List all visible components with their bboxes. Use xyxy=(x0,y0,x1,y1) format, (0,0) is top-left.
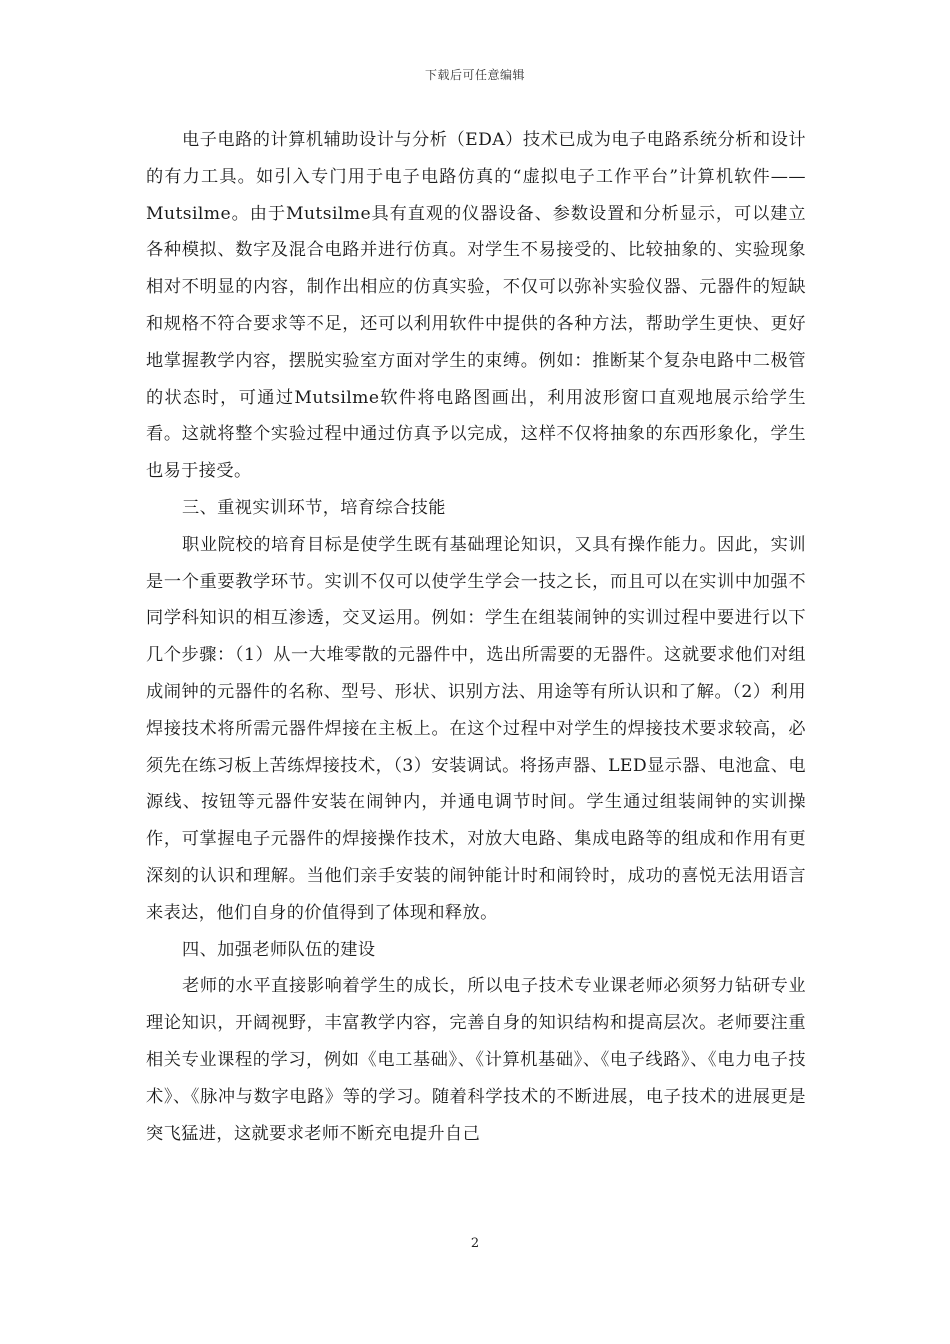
page-header: 下载后可任意编辑 xyxy=(424,68,525,82)
page-number: 2 xyxy=(470,1236,480,1251)
body-paragraph: 老师的水平直接影响着学生的成长，所以电子技术专业课老师必须努力钻研专业理论知识，开阔视野，丰富教学内容，完善自身的知识结构和提高层次。老师要注重相关专业课程的学习，例如《电工基础》、《计算机基础》、《电子线路》、《电力电子技术》、《脉冲与数字电路》等的学习。随着科学技术的不断进展，电子技术的进展更是突飞猛进，这就要求老师不断充电提升自己 xyxy=(146,976,806,1144)
section-heading: 四、加强老师队伍的建设 xyxy=(182,939,376,960)
body-paragraph: 职业院校的培育目标是使学生既有基础理论知识，又具有操作能力。因此，实训是一个重要教学环节。实训不仅可以使学生学会一技之长，而且可以在实训中加强不同学科知识的相互渗透，交叉运用。例如：学生在组装闹钟的实训过程中要进行以下几个步骤：（1）从一大堆零散的元器件中，选出所需要的无器件。这就要求他们对组成闹钟的元器件的名称、型号、形状、识别方法、用途等有所认识和了解。（2）利用焊接技术将所需元器件焊接在主板上。在这个过程中对学生的焊接技术要求较高，必须先在练习板上苦练焊接技术，（3）安装调试。将扬声器、LED显示器、电池盒、电源线、按钮等元器件安装在闹钟内，并通电调节时间。学生通过组装闹钟的实训操作，可掌握电子元器件的焊接操作技术，对放大电路、集成电路等的组成和作用有更深刻的认识和理解。当他们亲手安装的闹钟能计时和闹铃时，成功的喜悦无法用语言来表达，他们自身的价值得到了体现和释放。 xyxy=(146,534,806,923)
document-body xyxy=(146,122,806,1152)
body-paragraph: 电子电路的计算机辅助设计与分析（EDA）技术已成为电子电路系统分析和设计的有力工具。如引入专门用于电子电路仿真的“虚拟电子工作平台”计算机软件——Mutsilme。由于Mutsilme具有直观的仪器设备、参数设置和分析显示，可以建立各种模拟、数字及混合电路并进行仿真。对学生不易接受的、比较抽象的、实验现象相对不明显的内容，制作出相应的仿真实验，不仅可以弥补实验仪器、元器件的短缺和规格不符合要求等不足，还可以利用软件中提供的各种方法，帮助学生更快、更好地掌握教学内容，摆脱实验室方面对学生的束缚。例如：推断某个复杂电路中二极管的状态时，可通过Mutsilme软件将电路图画出，利用波形窗口直观地展示给学生看。这就将整个实验过程中通过仿真予以完成，这样不仅将抽象的东西形象化，学生也易于接受。 xyxy=(146,130,806,482)
section-heading: 三、重视实训环节，培育综合技能 xyxy=(182,497,446,518)
